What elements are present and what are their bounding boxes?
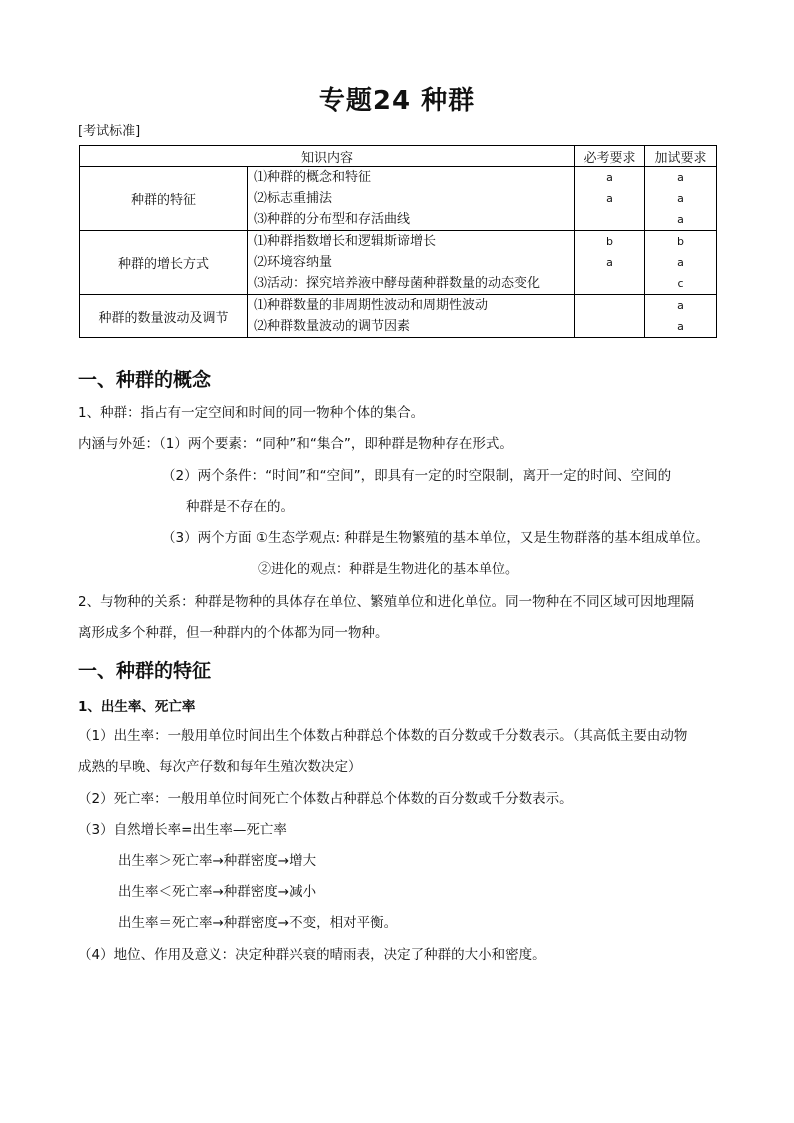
- item-text: ⑴种群数量的非周期性波动和周期性波动: [254, 298, 489, 313]
- paragraph: 出生率＞死亡率→种群密度→增大: [118, 853, 317, 869]
- level-value: b: [677, 235, 684, 248]
- level-value: a: [677, 256, 684, 269]
- section-heading-features: 一、种群的特征: [78, 660, 212, 682]
- paragraph: 出生率＜死亡率→种群密度→减小: [118, 884, 317, 900]
- header-extra: 加试要求: [645, 146, 717, 167]
- items-cell: [248, 231, 575, 295]
- standard-label: [考试标准]: [78, 124, 141, 139]
- extra-cell: [645, 231, 717, 295]
- header-required: 必考要求: [575, 146, 645, 167]
- item-text: ⑶种群的分布型和存活曲线: [254, 212, 411, 227]
- header-knowledge: 知识内容: [80, 146, 575, 167]
- required-cell: [575, 167, 645, 231]
- level-value: b: [606, 235, 613, 248]
- paragraph: （2）两个条件：“时间”和“空间”，即具有一定的时空限制，离开一定的时间、空间的: [162, 468, 672, 484]
- level-value: a: [606, 256, 613, 269]
- topic-cell: 种群的数量波动及调节: [80, 295, 248, 338]
- paragraph: ②进化的观点：种群是生物进化的基本单位。: [258, 562, 519, 577]
- table-header-row: [80, 146, 717, 167]
- paragraph: 2、与物种的关系：种群是物种的具体存在单位、繁殖单位和进化单位。同一物种在不同区域可因地理隔: [78, 594, 695, 610]
- item-text: ⑴种群的概念和特征: [254, 170, 372, 185]
- extra-cell: [645, 295, 717, 338]
- paragraph: （1）出生率：一般用单位时间出生个体数占种群总个体数的百分数或千分数表示。（其高低主要由动物: [78, 728, 688, 744]
- level-value: a: [677, 171, 684, 184]
- item-text: ⑵环境容纳量: [254, 255, 333, 270]
- table-row: [80, 295, 717, 338]
- level-value: a: [677, 192, 684, 205]
- section-heading-concept: 一、种群的概念: [78, 369, 212, 391]
- items-cell: [248, 295, 575, 338]
- item-text: ⑵种群数量波动的调节因素: [254, 319, 411, 334]
- level-value: a: [677, 213, 684, 226]
- required-cell: [575, 295, 645, 338]
- paragraph: 出生率＝死亡率→种群密度→不变，相对平衡。: [118, 915, 398, 931]
- level-value: a: [606, 171, 613, 184]
- paragraph: 离形成多个种群，但一种群内的个体都为同一物种。: [78, 625, 389, 641]
- page-title: 专题24 种群: [318, 86, 476, 116]
- level-value: [575, 316, 644, 337]
- paragraph: 种群是不存在的。: [186, 499, 294, 515]
- subsection-heading: 1、出生率、死亡率: [78, 699, 196, 715]
- table-row: [80, 167, 717, 231]
- level-value: c: [677, 277, 684, 290]
- items-cell: [248, 167, 575, 231]
- extra-cell: [645, 167, 717, 231]
- paragraph: 1、种群：指占有一定空间和时间的同一物种个体的集合。: [78, 405, 425, 421]
- level-value: a: [677, 320, 684, 333]
- item-text: ⑴种群指数增长和逻辑斯谛增长: [254, 234, 437, 249]
- paragraph: （4）地位、作用及意义：决定种群兴衰的晴雨表，决定了种群的大小和密度。: [78, 947, 546, 963]
- required-cell: [575, 231, 645, 295]
- level-value: [575, 273, 644, 294]
- level-value: [575, 295, 644, 316]
- level-value: a: [606, 192, 613, 205]
- item-text: ⑵标志重捕法: [254, 191, 333, 206]
- table-row: [80, 231, 717, 295]
- paragraph: 内涵与外延：（1）两个要素：“同种”和“集合”，即种群是物种存在形式。: [78, 436, 513, 452]
- paragraph: （3）两个方面 ①生态学观点: 种群是生物繁殖的基本单位，又是生物群落的基本组成单位。: [162, 530, 709, 546]
- topic-cell: 种群的特征: [80, 167, 248, 231]
- level-value: [575, 209, 644, 230]
- paragraph: 成熟的早晚、每次产仔数和每年生殖次数决定）: [78, 759, 362, 775]
- item-text: ⑶活动：探究培养液中酵母菌种群数量的动态变化: [254, 276, 541, 291]
- level-value: a: [677, 299, 684, 312]
- topic-cell: 种群的增长方式: [80, 231, 248, 295]
- paragraph: （2）死亡率：一般用单位时间死亡个体数占种群总个体数的百分数或千分数表示。: [78, 791, 573, 807]
- paragraph: （3）自然增长率=出生率—死亡率: [78, 822, 287, 838]
- exam-standard-table: [79, 145, 717, 338]
